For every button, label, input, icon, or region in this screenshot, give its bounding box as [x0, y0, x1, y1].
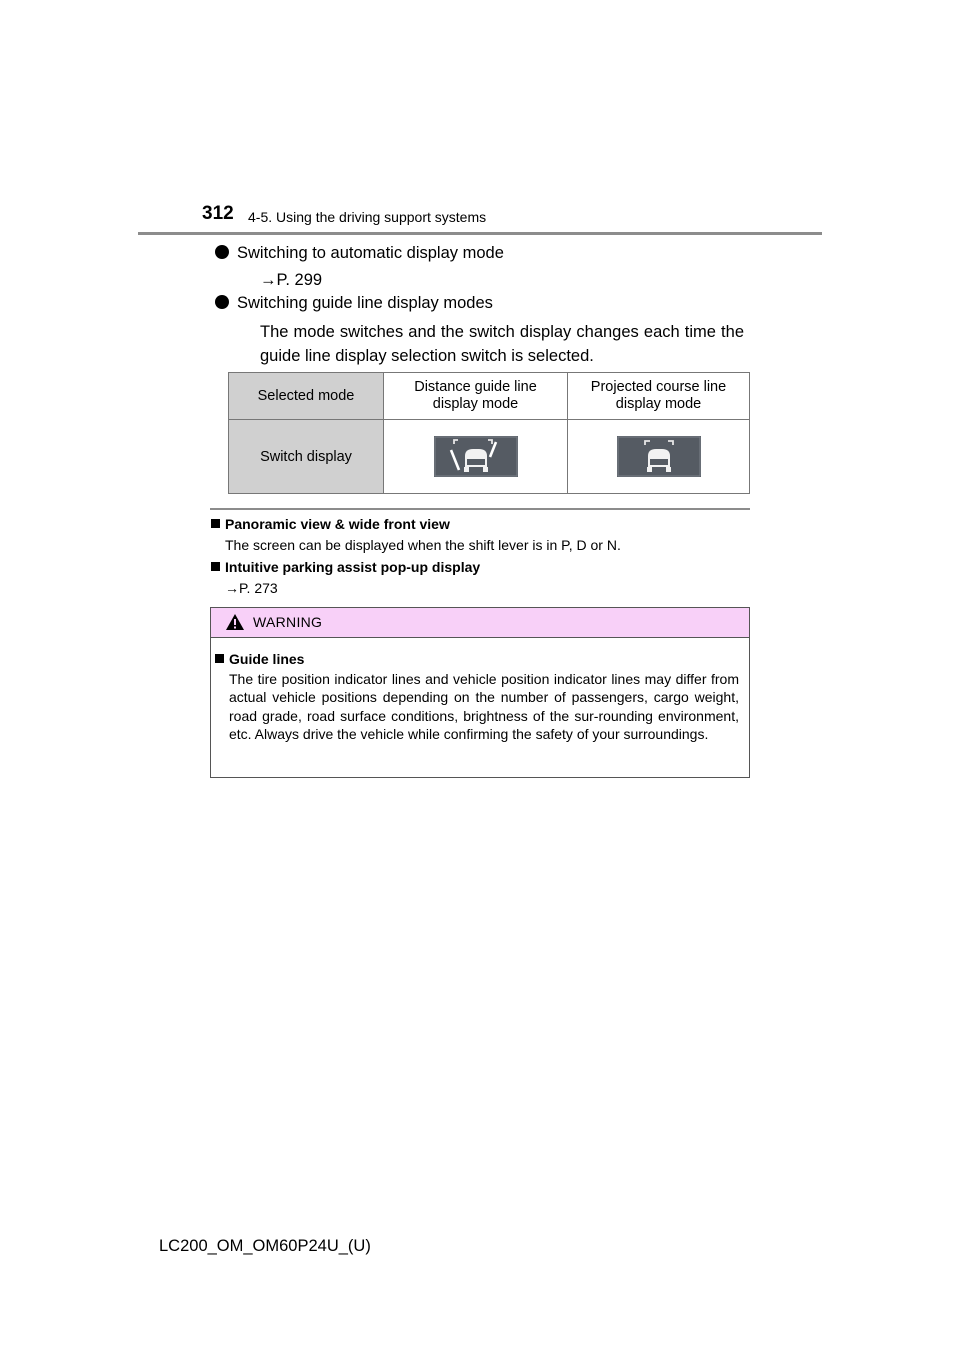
table-cell-distance-mode: Distance guide line display mode	[384, 373, 568, 420]
warning-triangle-icon	[225, 613, 245, 631]
table-header-switch-display: Switch display	[229, 420, 384, 494]
square-bullet-icon	[211, 562, 220, 571]
header-rule	[138, 232, 822, 235]
body-paragraph: The mode switches and the switch display changes each time the guide line display selection switch is selected.	[260, 323, 744, 365]
note-title-parking-assist: Intuitive parking assist pop-up display	[211, 559, 480, 575]
table-header-selected-mode: Selected mode	[229, 373, 384, 420]
table-cell-projected-switch	[568, 420, 750, 494]
warning-label: WARNING	[253, 614, 323, 630]
table-cell-distance-switch	[384, 420, 568, 494]
square-bullet-icon	[215, 654, 224, 663]
page-reference-link[interactable]: →P. 273	[225, 580, 278, 596]
bullet-dot-icon	[215, 295, 229, 309]
distance-guide-line-switch-icon	[434, 436, 518, 477]
bullet-label: Switching guide line display modes	[237, 294, 493, 312]
warning-box	[210, 607, 750, 778]
bullet-dot-icon	[215, 245, 229, 259]
warning-text: The tire position indicator lines and vehicle position indicator lines may differ from actual vehicle positions depending on the number of passengers, cargo weight, road grade, road surface conditions, brightness of the sur-rounding environment, etc. Always drive the vehicle while confirming the safety of your surroundings.	[229, 671, 739, 743]
bullet-label: Switching to automatic display mode	[237, 244, 504, 262]
mode-table	[228, 372, 750, 494]
table-cell-projected-mode: Projected course line display mode	[568, 373, 750, 420]
page-number: 312	[202, 203, 234, 224]
note-title-panoramic: Panoramic view & wide front view	[211, 516, 450, 532]
note-body-panoramic: The screen can be displayed when the shift lever is in P, D or N.	[225, 537, 621, 553]
bullet-automatic-display	[215, 243, 504, 263]
projected-course-line-switch-icon	[617, 436, 701, 477]
square-bullet-icon	[211, 519, 220, 528]
section-title: 4-5. Using the driving support systems	[248, 209, 487, 225]
bullet-guide-line-modes	[215, 293, 493, 313]
warning-title: Guide lines	[215, 651, 304, 667]
section-rule	[210, 508, 750, 510]
page-reference-link[interactable]: →P. 299	[260, 271, 323, 289]
document-code: LC200_OM_OM60P24U_(U)	[159, 1237, 371, 1255]
warning-header	[211, 608, 749, 638]
